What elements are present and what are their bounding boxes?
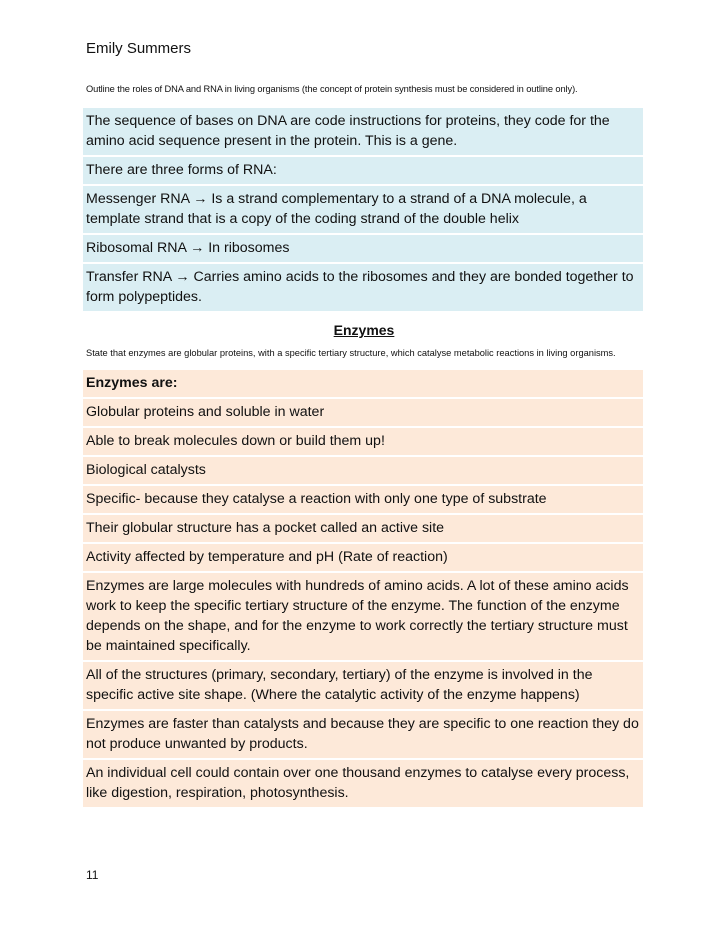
table-row: Ribosomal RNA → In ribosomes	[83, 235, 643, 264]
dna-rna-table	[83, 107, 643, 313]
table-row: There are three forms of RNA:	[83, 157, 643, 186]
table-row: Able to break molecules down or build them up!	[83, 428, 643, 457]
table-row: Their globular structure has a pocket called an active site	[83, 515, 643, 544]
dna-rna-instruction: Outline the roles of DNA and RNA in living organisms (the concept of protein synthesis must be considered in outline only).	[86, 84, 578, 94]
enzymes-heading-text: Enzymes	[333, 322, 395, 338]
enzymes-instruction: State that enzymes are globular proteins, with a specific tertiary structure, which catalyse metabolic reactions in living organisms.	[86, 348, 616, 358]
page-number: 11	[86, 868, 99, 882]
table-row: Specific- because they catalyse a reaction with only one type of substrate	[83, 486, 643, 515]
table-row: Biological catalysts	[83, 457, 643, 486]
table-row: Enzymes are large molecules with hundreds of amino acids. A lot of these amino acids work to keep the specific tertiary structure of the enzyme. The function of the enzyme depends on the shape, and for the enzyme to work correctly the tertiary structure must be maintained specifically.	[83, 573, 643, 662]
enzymes-table	[83, 369, 643, 809]
table-row: Activity affected by temperature and pH (Rate of reaction)	[83, 544, 643, 573]
table-row: An individual cell could contain over one thousand enzymes to catalyse every process, like digestion, respiration, photosynthesis.	[83, 760, 643, 809]
author-name: Emily Summers	[86, 40, 192, 57]
table-row: Transfer RNA → Carries amino acids to the ribosomes and they are bonded together to form polypeptides.	[83, 264, 643, 313]
enzymes-heading	[0, 322, 728, 338]
table-row: All of the structures (primary, secondary, tertiary) of the enzyme is involved in the specific active site shape. (Where the catalytic activity of the enzyme happens)	[83, 662, 643, 711]
table-row: Enzymes are faster than catalysts and because they are specific to one reaction they do not produce unwanted by products.	[83, 711, 643, 760]
table-row: Globular proteins and soluble in water	[83, 399, 643, 428]
table-row: Messenger RNA → Is a strand complementary to a strand of a DNA molecule, a template strand that is a copy of the coding strand of the double helix	[83, 186, 643, 235]
table-row: The sequence of bases on DNA are code instructions for proteins, they code for the amino acid sequence present in the protein. This is a gene.	[83, 108, 643, 157]
table-title-row: Enzymes are:	[83, 370, 643, 399]
